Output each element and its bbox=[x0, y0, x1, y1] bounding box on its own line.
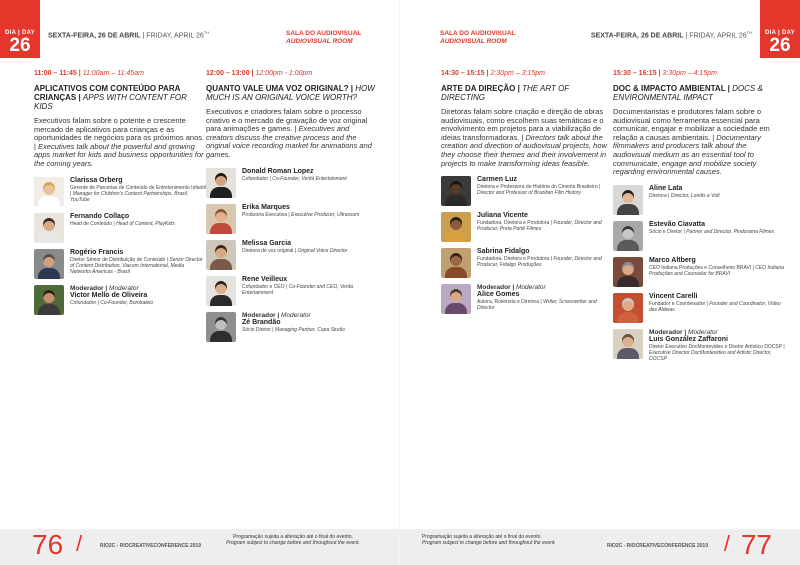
speaker-photo bbox=[613, 293, 643, 323]
day-badge bbox=[0, 0, 40, 58]
speaker-item bbox=[441, 248, 613, 278]
speaker-photo bbox=[441, 248, 471, 278]
moderator-tag: Moderador | Moderator bbox=[649, 328, 718, 336]
date-en: FRIDAY, APRIL 26 bbox=[689, 32, 747, 40]
speaker-photo bbox=[613, 185, 643, 215]
speaker-photo bbox=[441, 176, 471, 206]
day-number: 26 bbox=[769, 35, 791, 56]
session-description-en: Executives talk about the powerful and growing apps market for kids and business opportunities for the coming years. bbox=[34, 141, 204, 168]
notice-en: Program subject to change before and throughout the event. bbox=[226, 540, 360, 546]
session-time-pt: 12:00 – 13:00 bbox=[206, 70, 250, 77]
photo-body-shape bbox=[445, 303, 467, 314]
photo-head-shape bbox=[215, 209, 227, 222]
session-time-pt: 11:00 – 11:45 bbox=[34, 70, 77, 77]
speaker-item bbox=[613, 185, 785, 215]
photo-body-shape bbox=[38, 304, 60, 315]
speaker-role-pt: Cofundador e CEO bbox=[242, 283, 285, 290]
photo-body-shape bbox=[210, 295, 232, 306]
moderator-label-pt: Moderador bbox=[70, 284, 104, 292]
photo-body-shape bbox=[445, 195, 467, 206]
speaker-role-pt: Diretora de voz original bbox=[242, 247, 294, 254]
session-time: 11:00 – 11:45 | 11:00am – 11:45am bbox=[34, 70, 144, 77]
speaker-role-en: Executive Director DocMontevideo and Artistic Director, DOCSP bbox=[649, 349, 772, 363]
photo-body-shape bbox=[210, 331, 232, 342]
photo-body-shape bbox=[617, 348, 639, 359]
photo-head-shape bbox=[215, 245, 227, 258]
speaker-info bbox=[649, 329, 785, 363]
speaker-item bbox=[206, 204, 378, 234]
speaker-name: Melissa Garcia bbox=[242, 239, 292, 247]
speaker-name: Juliana Vicente bbox=[477, 212, 528, 220]
speaker-role-en: Original Voice Director bbox=[297, 247, 348, 254]
session-title-pt: QUANTO VALE UMA VOZ ORIGINAL? bbox=[206, 84, 349, 93]
speaker-info bbox=[477, 212, 613, 232]
speaker-name: Estevão Ciavatta bbox=[649, 220, 706, 228]
photo-head-shape bbox=[622, 226, 634, 239]
speaker-photo bbox=[613, 257, 643, 287]
speaker-info bbox=[242, 276, 378, 296]
speaker-role-pt: Produtora Executiva bbox=[242, 211, 288, 218]
session-title-en: DOCS & ENVIRONMENTAL IMPACT bbox=[613, 84, 763, 102]
moderator-label-pt: Moderador bbox=[242, 311, 276, 319]
speaker-item bbox=[206, 240, 378, 270]
session-description: Executivos e criadores falam sobre o processo criativo e o mercado de gravação de voz original para animações e games. | Executives and creators discuss the creative process and the original voice recording market for animations and games. bbox=[206, 107, 372, 159]
speaker-photo bbox=[206, 276, 236, 306]
session-title-en: THE ART OF DIRECTING bbox=[441, 84, 570, 102]
notice-en: Program subject to change before and throughout the event. bbox=[422, 540, 556, 546]
speaker-photo bbox=[34, 249, 64, 279]
session-column bbox=[441, 70, 613, 320]
speaker-role-en: CEO Indiana Produções and Counselor for BRAVI bbox=[649, 264, 784, 277]
right-page bbox=[400, 0, 800, 565]
photo-head-shape bbox=[450, 289, 462, 302]
day-badge bbox=[760, 0, 800, 58]
moderator-label-en: Moderator bbox=[688, 328, 718, 336]
speaker-role: Diretor Executivo DocMontevideo e Diretor Artístico DOCSP | Executive Director DocMontevideo and Artistic Director, DOCSP bbox=[649, 343, 785, 363]
speaker-item bbox=[613, 293, 785, 323]
header-date: SEXTA-FEIRA, 26 DE ABRIL | FRIDAY, APRIL 26TH bbox=[48, 30, 210, 40]
speaker-role-pt: Gerente de Parcerias de Conteúdo de Entretenimento Infantil bbox=[70, 184, 206, 191]
photo-body-shape bbox=[445, 231, 467, 242]
speaker-role: Head de Conteúdo | Head of Content, PlayKids bbox=[70, 220, 175, 227]
photo-body-shape bbox=[210, 259, 232, 270]
speaker-role: Diretora e Professora de História do Cinema Brasileiro | Director and Professor of Brazilian Film History bbox=[477, 184, 601, 197]
session-description-en: Directors talk about the creation and direction of audiovisual projects, how they choose their themes and their involvement in projects to make transforming ideas feasible. bbox=[441, 132, 607, 168]
speaker-role-pt: Autora, Roteirista e Diretora bbox=[477, 299, 539, 306]
speaker-role-en: Managing Partner, Copa Studio bbox=[274, 326, 345, 333]
photo-head-shape bbox=[622, 190, 634, 203]
room-pt: SALA DO AUDIOVISUAL bbox=[440, 30, 516, 37]
speaker-role: Autora, Roteirista e Diretora | Writer, Screenwriter and Director bbox=[477, 299, 597, 312]
speaker-role-en: Co-Founder, Veritá Entertainment bbox=[272, 175, 347, 182]
speaker-role-pt: Fundadora, Diretora e Produtora bbox=[477, 220, 550, 227]
speaker-role: CEO Indiana Produções e Conselheiro BRAVI | CEO Indiana Produções and Counselor for BRAVI bbox=[649, 264, 784, 277]
photo-head-shape bbox=[43, 290, 55, 303]
speaker-role-en: Partner and Director, Pindorama Filmes bbox=[686, 228, 774, 235]
photo-body-shape bbox=[617, 312, 639, 323]
speaker-role-pt: CEO Indiana Produções e Conselheiro BRAVI bbox=[649, 264, 752, 271]
session-title: DOC & IMPACTO AMBIENTAL | DOCS & ENVIRONMENTAL IMPACT bbox=[613, 84, 763, 102]
date-en: FRIDAY, APRIL 26 bbox=[146, 32, 204, 40]
session-time-pt: 15:30 – 16:15 bbox=[613, 70, 657, 77]
speaker-photo bbox=[206, 312, 236, 342]
date-pt: SEXTA-FEIRA, 26 DE ABRIL bbox=[48, 32, 141, 40]
speaker-role: Fundadora, Diretora e Produtora | Founder, Director and Producer, Preta Portê Filmes bbox=[477, 220, 602, 233]
speaker-name: Clarissa Orberg bbox=[70, 176, 123, 184]
speaker-name: Zé Brandão bbox=[242, 318, 281, 326]
speaker-info bbox=[649, 185, 785, 199]
speaker-item bbox=[441, 176, 613, 206]
speaker-role-en: Co-Founder and CEO, Veritá Entertainment bbox=[242, 283, 353, 296]
speaker-role-en: Director, Londis e Volt bbox=[670, 192, 720, 199]
speaker-name: Aline Lata bbox=[649, 184, 683, 192]
speaker-photo bbox=[206, 204, 236, 234]
photo-head-shape bbox=[43, 254, 55, 267]
speaker-role-en: Executive Producer, Ultrassom bbox=[291, 211, 360, 218]
session-time-en: 3:30pm – 4:15pm bbox=[662, 70, 717, 77]
session-column bbox=[34, 70, 206, 321]
photo-head-shape bbox=[622, 298, 634, 311]
speaker-role-pt: Cofundador bbox=[242, 175, 269, 182]
photo-body-shape bbox=[617, 204, 639, 215]
speaker-role-pt: Diretor Executivo DocMontevideo e Diretor Artístico DOCSP bbox=[649, 343, 783, 350]
photo-body-shape bbox=[617, 240, 639, 251]
photo-body-shape bbox=[210, 223, 232, 234]
session-description-pt: Documentaristas e produtores falam sobre o audiovisual como ferramenta essencial para comunicar, engajar e mobilizar a sociedade em relação a causas ambientais. bbox=[613, 107, 770, 142]
day-label: DIA | DAY bbox=[5, 30, 35, 36]
speaker-name: Rogério Francis bbox=[70, 248, 124, 256]
speaker-role: Cofundador | Co-Founder, Veritá Entertainment bbox=[242, 175, 347, 182]
moderator-label-en: Moderator bbox=[281, 311, 311, 319]
speaker-role-pt: Fundadora, Diretora e Produtora bbox=[477, 256, 550, 263]
speaker-role: Sócio Diretor | Managing Partner, Copa Studio bbox=[242, 326, 345, 333]
speaker-item bbox=[34, 249, 206, 279]
speaker-role-pt: Diretora bbox=[649, 192, 667, 199]
photo-body-shape bbox=[445, 267, 467, 278]
speaker-photo bbox=[613, 221, 643, 251]
schedule-notice bbox=[208, 534, 378, 546]
speaker-role-pt: Diretor Sênior de Distribuição de Conteúdo bbox=[70, 256, 166, 263]
speaker-role-en: Senior Director of Content Distribution, Viacom International, Media Networks Americas - Brasil bbox=[70, 256, 203, 275]
speaker-role-en: Writer, Screenwriter and Director bbox=[477, 299, 597, 312]
speaker-item bbox=[613, 221, 785, 251]
date-suffix: TH bbox=[746, 30, 752, 35]
speaker-photo bbox=[441, 212, 471, 242]
room-en: AUDIOVISUAL ROOM bbox=[286, 38, 353, 45]
date-suffix: TH bbox=[203, 30, 210, 35]
speaker-role: Diretor Sênior de Distribuição de Conteúdo | Senior Director of Content Distribution, Viacom International, Media Networks Americas - Brasil bbox=[70, 256, 203, 275]
moderator-label-pt: Moderador bbox=[477, 284, 511, 292]
speaker-role: Cofundador | Co-Founder, Bombaleio bbox=[70, 299, 154, 306]
slash-icon: / bbox=[76, 531, 83, 556]
photo-head-shape bbox=[450, 253, 462, 266]
speaker-name: Marco Altberg bbox=[649, 256, 696, 264]
speaker-role-pt: Fundador e Coordenador bbox=[649, 300, 706, 307]
speaker-info bbox=[242, 168, 378, 182]
page-number: 77 bbox=[740, 529, 772, 560]
speaker-role-en: Manager for Children's Content Partnerships, Brazil, YouTube bbox=[70, 190, 189, 203]
speaker-info bbox=[242, 312, 378, 333]
speaker-name: Alice Gomes bbox=[477, 291, 520, 299]
session-title-pt: DOC & IMPACTO AMBIENTAL bbox=[613, 84, 726, 93]
speaker-photo bbox=[441, 284, 471, 314]
photo-head-shape bbox=[450, 181, 462, 194]
speaker-role-pt: Cofundador bbox=[70, 299, 97, 306]
speaker-item bbox=[206, 168, 378, 198]
speaker-role-en: Founder, Director and Producer, Fidalgo Produções bbox=[477, 256, 602, 269]
room-en: AUDIOVISUAL ROOM bbox=[440, 38, 507, 45]
moderator-label-en: Moderator bbox=[109, 284, 139, 292]
session-description-pt: Executivos e criadores falam sobre o processo criativo e o mercado de gravação de voz original para animações e games. bbox=[206, 107, 368, 134]
photo-head-shape bbox=[622, 262, 634, 275]
speaker-role: Gerente de Parcerias de Conteúdo de Entretenimento Infantil | Manager for Children's Content Partnerships, Brazil, YouTube bbox=[70, 184, 206, 203]
photo-head-shape bbox=[215, 281, 227, 294]
speaker-role: Fundador e Coordenador | Founder and Coordinator, Vídeo das Aldeias bbox=[649, 300, 781, 313]
speaker-info bbox=[477, 284, 613, 311]
notice-pt: Programação sujeita a alteração até o final do evento. bbox=[422, 534, 542, 540]
speaker-info bbox=[70, 285, 206, 306]
speaker-info bbox=[70, 213, 206, 227]
speaker-item bbox=[613, 329, 785, 363]
photo-body-shape bbox=[617, 276, 639, 287]
speaker-name: Rene Veilleux bbox=[242, 275, 288, 283]
day-label: DIA | DAY bbox=[765, 30, 795, 36]
speaker-photo bbox=[206, 168, 236, 198]
speaker-item bbox=[34, 177, 206, 207]
session-description-pt: Executivos falam sobre o potente e crescente mercado de aplicativos para crianças e as oportunidades de negócios para os próximos anos. bbox=[34, 116, 205, 143]
session-column bbox=[206, 70, 378, 348]
speaker-name: Erika Marques bbox=[242, 203, 290, 211]
date-pt: SEXTA-FEIRA, 26 DE ABRIL bbox=[590, 32, 684, 40]
session-title-en: APPS WITH CONTENT FOR KIDS bbox=[34, 93, 187, 111]
photo-head-shape bbox=[450, 217, 462, 230]
session-time-en: 12:00pm - 1:00pm bbox=[255, 70, 313, 77]
speaker-item bbox=[206, 276, 378, 306]
session-title-pt: APLICATIVOS COM CONTEÚDO PARA CRIANÇAS bbox=[34, 84, 181, 102]
header-room bbox=[286, 30, 361, 46]
speaker-photo bbox=[34, 177, 64, 207]
speaker-info bbox=[477, 176, 613, 196]
session-description-en: Executives and creators discuss the creative process and the original voice recording market for animations and games. bbox=[206, 124, 372, 159]
speaker-item bbox=[34, 285, 206, 315]
speaker-role-en: Director and Professor of Brazilian Film History bbox=[477, 190, 581, 197]
speaker-photo bbox=[34, 285, 64, 315]
speaker-name: Carmen Luz bbox=[477, 176, 518, 184]
conference-name: RIO2C - RIOCREATIVECONFERENCE 2019 bbox=[606, 543, 708, 549]
schedule-notice bbox=[422, 534, 592, 546]
moderator-label-en: Moderator bbox=[516, 284, 546, 292]
session-title: APLICATIVOS COM CONTEÚDO PARA CRIANÇAS | APPS WITH CONTENT FOR KIDS bbox=[34, 84, 187, 111]
session-column bbox=[613, 70, 785, 368]
speaker-info bbox=[649, 293, 785, 313]
speaker-role-pt: Diretora e Professora de História do Cinema Brasileiro bbox=[477, 184, 598, 191]
photo-body-shape bbox=[38, 232, 60, 243]
speaker-role-pt: Sócio e Diretor bbox=[649, 228, 683, 235]
speaker-role-en: Head of Content, PlayKids bbox=[116, 220, 175, 227]
speaker-name: Vincent Carelli bbox=[649, 292, 698, 300]
speaker-item bbox=[613, 257, 785, 287]
photo-head-shape bbox=[43, 218, 55, 231]
session-description: Executivos falam sobre o potente e crescente mercado de aplicativos para crianças e as oportunidades de negócios para os próximos anos. | Executives talk about the powerful and growing apps market for kids and business opportunities for the coming years. bbox=[34, 116, 205, 168]
header-room bbox=[440, 30, 515, 46]
photo-body-shape bbox=[38, 268, 60, 279]
page-number: 76 bbox=[32, 529, 64, 560]
session-time-en: 2:30pm – 3:15pm bbox=[490, 70, 545, 77]
photo-body-shape bbox=[210, 187, 232, 198]
moderator-label-pt: Moderador bbox=[649, 328, 683, 336]
speaker-info bbox=[242, 204, 378, 218]
speaker-role: Sócio e Diretor | Partner and Director, Pindorama Filmes bbox=[649, 228, 774, 235]
session-time-pt: 14:30 – 15:15 bbox=[441, 70, 485, 77]
page-footer bbox=[0, 529, 400, 565]
speaker-role-en: Co-Founder, Bombaleio bbox=[100, 299, 154, 306]
session-description-pt: Diretoras falam sobre criação e direção de obras audiovisuais, como escolhem suas temáticas e o envolvimento em projetos para a viabilização de ideias transformadoras. bbox=[441, 107, 604, 142]
speaker-name: Fernando Collaço bbox=[70, 212, 130, 220]
conference-name: RIO2C - RIOCREATIVECONFERENCE 2019 bbox=[100, 543, 202, 549]
session-title: ARTE DA DIREÇÃO | THE ART OF DIRECTING bbox=[441, 84, 570, 102]
speaker-name: Sabrina Fidalgo bbox=[477, 248, 530, 256]
session-time-en: 11:00am – 11:45am bbox=[82, 70, 144, 77]
speaker-info bbox=[649, 257, 785, 277]
session-title-pt: ARTE DA DIREÇÃO bbox=[441, 84, 516, 93]
speaker-role-en: Founder, Director and Producer, Preta Portê Filmes bbox=[477, 220, 602, 233]
speaker-item bbox=[206, 312, 378, 342]
speaker-item bbox=[441, 284, 613, 314]
speaker-photo bbox=[613, 329, 643, 359]
page-footer bbox=[400, 529, 800, 565]
session-time: 12:00 – 13:00 | 12:00pm - 1:00pm bbox=[206, 70, 313, 77]
speaker-role-en: Founder and Coordinator, Vídeo das Aldeias bbox=[649, 300, 781, 313]
notice-pt: Programação sujeita a alteração até o final do evento. bbox=[233, 534, 353, 540]
speaker-role-pt: Head de Conteúdo bbox=[70, 220, 112, 227]
speaker-role-pt: Sócio Diretor bbox=[242, 326, 271, 333]
photo-head-shape bbox=[215, 317, 227, 330]
session-description-en: Documentary filmmakers and producers talk about the audiovisual medium as an essential tool to communicate, engage and mobilize society regarding environmental causes. bbox=[613, 132, 761, 177]
speaker-photo bbox=[34, 213, 64, 243]
speaker-name: Luis González Zaffaroni bbox=[649, 335, 728, 343]
slash-icon: / bbox=[723, 531, 730, 556]
session-title-en: HOW MUCH IS AN ORIGINAL VOICE WORTH? bbox=[206, 84, 375, 102]
session-description: Documentaristas e produtores falam sobre o audiovisual como ferramenta essencial para comunicar, engajar e mobilizar a sociedade em relação a causas ambientais. | Documentary filmmakers and producers talk about the audiovisual medium as an essential tool to communicate, engage and mobilize society regarding environmental causes. bbox=[613, 107, 770, 177]
speaker-name: Donald Roman Lopez bbox=[242, 167, 314, 175]
session-time: 14:30 – 15:15 | 2:30pm – 3:15pm bbox=[441, 70, 545, 77]
photo-body-shape bbox=[38, 196, 60, 207]
speaker-info bbox=[477, 248, 613, 268]
speaker-info bbox=[649, 221, 785, 235]
room-pt: SALA DO AUDIOVISUAL bbox=[286, 30, 362, 37]
moderator-tag: Moderador | Moderator bbox=[477, 284, 546, 292]
photo-head-shape bbox=[622, 334, 634, 347]
speaker-role: Produtora Executiva | Executive Producer, Ultrassom bbox=[242, 211, 360, 218]
speaker-role: Cofundador e CEO | Co-Founder and CEO, Veritá Entertainment bbox=[242, 283, 353, 296]
speaker-role: Fundadora, Diretora e Produtora | Founder, Director and Producer, Fidalgo Produções bbox=[477, 256, 602, 269]
speaker-role: Diretora | Director, Londis e Volt bbox=[649, 192, 720, 199]
speaker-role: Diretora de voz original | Original Voice Director bbox=[242, 247, 348, 254]
speaker-photo bbox=[206, 240, 236, 270]
photo-head-shape bbox=[215, 173, 227, 186]
speaker-info bbox=[70, 249, 206, 276]
moderator-tag: Moderador | Moderator bbox=[242, 311, 311, 319]
speaker-info bbox=[242, 240, 378, 254]
speaker-item bbox=[441, 212, 613, 242]
moderator-tag: Moderador | Moderator bbox=[70, 284, 139, 292]
speaker-name: Victor Mello de Oliveira bbox=[70, 291, 148, 299]
session-time: 15:30 – 16:15 | 3:30pm – 4:15pm bbox=[613, 70, 717, 77]
header-date: SEXTA-FEIRA, 26 DE ABRIL | FRIDAY, APRIL 26TH bbox=[590, 30, 752, 40]
day-number: 26 bbox=[9, 35, 31, 56]
speaker-info bbox=[70, 177, 206, 204]
photo-head-shape bbox=[43, 182, 55, 195]
session-title: QUANTO VALE UMA VOZ ORIGINAL? | HOW MUCH IS AN ORIGINAL VOICE WORTH? bbox=[206, 84, 375, 102]
session-description: Diretoras falam sobre criação e direção de obras audiovisuais, como escolhem suas temáticas e o envolvimento em projetos para a viabilização de ideias transformadoras. | Directors talk about the creation and direction of audiovisual projects, how they choose their themes and their involvement in projects to make transforming ideas feasible. bbox=[441, 107, 607, 168]
speaker-item bbox=[34, 213, 206, 243]
